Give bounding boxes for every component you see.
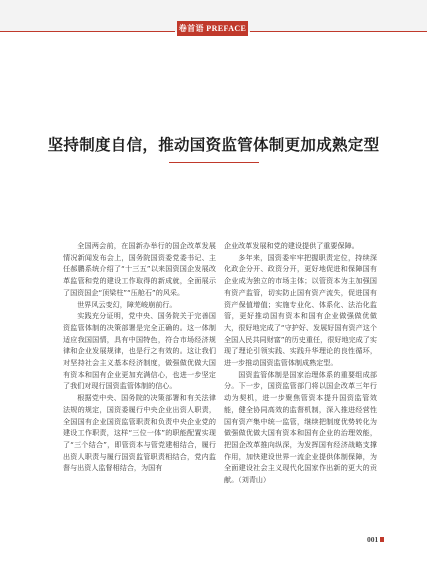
page-number [367,535,384,544]
page-number-text: 001 [367,535,379,544]
page-marker-icon [380,537,384,542]
body-column-right [224,240,377,486]
paragraph: 国资监管体制是国家治理体系的重要组成部分。下一步，国资监管部门将以国企改革三年行动为契机，进一步聚焦管资本提升国资监管效能，健全协同高效的监督机制，深入推进经营性国有资产集中统一监管，继续把制度优势转化为做强做优做大国有资本和国有企业的治理效能，把国企改革推向纵深，为发挥国有经济战略支撑作用，加快建设世界一流企业提供体制保障，为全面建设社会主义现代化国家作出新的更大的贡献。（刘青山） [224,369,377,485]
paragraph: 根据党中央、国务院的决策部署和有关法律法规的规定，国资委履行中央企业出资人职责，全国国有企业国资监管职责和负责中央企业党的建设工作职责，这样“三位一体”的职能配置实现了“三个结合”，即管资本与管党建相结合，履行出资人职责与履行国资监管职责相结合，党内监督与出资人监督相结合，为国有 [63,393,216,473]
header-rule-right [250,31,427,32]
page-title: 坚持制度自信，推动国资监管体制更加成熟定型 [47,136,380,154]
title-divider [169,162,259,163]
body-column-left [63,240,216,474]
paragraph: 多年来，国资委牢牢把握职责定位，持续深化政企分开、政资分开，更好地促进和保障国有企业成为独立的市场主体；以管资本为主加强国有资产监管，切实防止国有资产流失，促进国有资产保值增值；实施专业化、体系化、法治化监管，更好推动国有资本和国有企业做强做优做大，很好地完成了“守护好、发展好国有资产这个全国人民共同财富”的历史重任，很好地完成了实现了理论引领实践、实践升华理论的良性循环，进一步推动国资监管体制成熟定型。 [224,252,377,368]
section-label: 卷首语 PREFACE [177,21,248,36]
header-rule-left [0,31,175,32]
paragraph: 世界风云变幻，障芜峻崩前行。 [77,299,177,309]
paragraph-continued: 企业改革发展和党的建设提供了重要保障。 [224,241,359,250]
paragraph: 全国两会前，在国新办举行的国企改革发展情况新闻发布会上，国务院国资委党委书记、主任郝鹏系统介绍了“十三五”以来国资国企发展改革监管和党的建设工作取得的新成就，全面展示了国资国企“顶梁柱”“压舱石”的风采。 [63,241,216,297]
paragraph: 实践充分证明，党中央、国务院关于完善国资监管体制的决策部署是完全正确的。这一体制适应我国国情，具有中国特色，符合市场经济规律和企业发展规律，也是行之有效的。这让我们对坚持社会主义基本经济制度，做强做优做大国有资本和国有企业更加充满信心，也进一步坚定了我们对现行国资监管体制的信心。 [63,311,216,391]
